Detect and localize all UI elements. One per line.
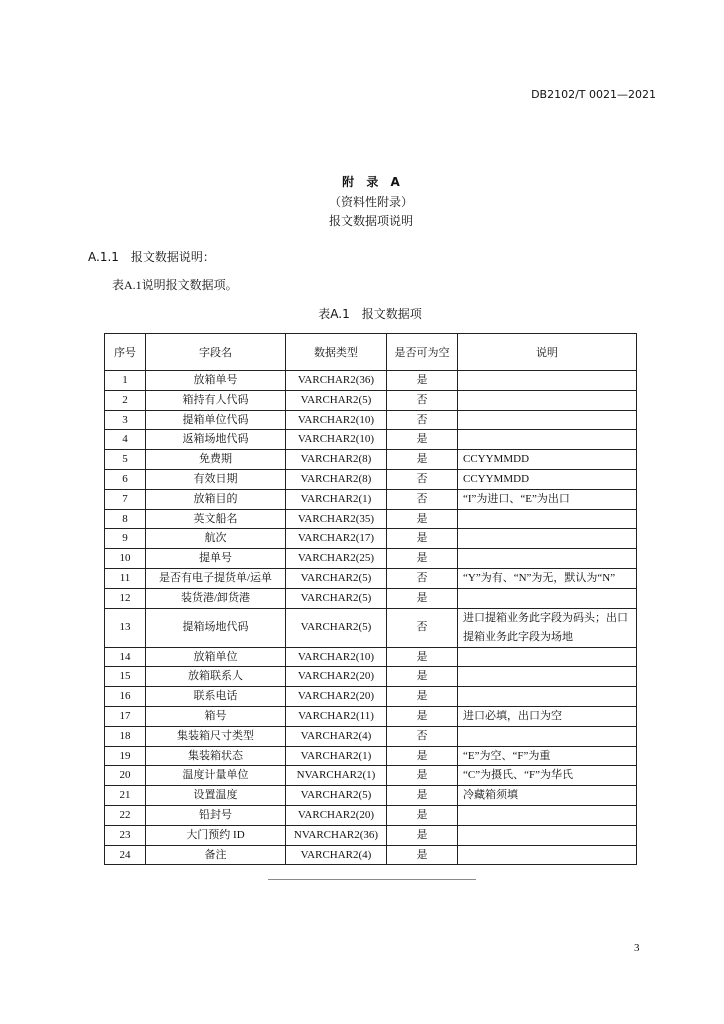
description-cell bbox=[458, 726, 637, 746]
data-type-cell: VARCHAR2(1) bbox=[286, 489, 387, 509]
nullable-cell: 是 bbox=[387, 371, 458, 391]
field-name-cell: 放箱单位 bbox=[146, 647, 286, 667]
field-name-cell: 大门预约 ID bbox=[146, 825, 286, 845]
nullable-cell: 否 bbox=[387, 390, 458, 410]
description-cell: “I”为进口、“E”为出口 bbox=[458, 489, 637, 509]
data-type-cell: NVARCHAR2(1) bbox=[286, 766, 387, 786]
field-name-cell: 装货港/卸货港 bbox=[146, 588, 286, 608]
data-type-cell: VARCHAR2(36) bbox=[286, 371, 387, 391]
row-number-cell: 9 bbox=[105, 529, 146, 549]
data-type-cell: VARCHAR2(1) bbox=[286, 746, 387, 766]
appendix-type: （资料性附录） bbox=[328, 194, 413, 209]
data-type-cell: VARCHAR2(8) bbox=[286, 469, 387, 489]
table-body bbox=[105, 371, 637, 865]
table-row bbox=[105, 549, 637, 569]
nullable-cell: 是 bbox=[387, 430, 458, 450]
data-items-table bbox=[104, 333, 637, 865]
nullable-cell: 否 bbox=[387, 608, 458, 647]
table-header-row bbox=[105, 334, 637, 371]
field-name-cell: 是否有电子提货单/运单 bbox=[146, 568, 286, 588]
description-cell bbox=[458, 509, 637, 529]
row-number-cell: 16 bbox=[105, 687, 146, 707]
description-cell: “C”为摄氏、“F”为华氏 bbox=[458, 766, 637, 786]
row-number-cell: 18 bbox=[105, 726, 146, 746]
field-name-cell: 放箱单号 bbox=[146, 371, 286, 391]
row-number-cell: 6 bbox=[105, 469, 146, 489]
table-row bbox=[105, 825, 637, 845]
data-type-cell: VARCHAR2(10) bbox=[286, 410, 387, 430]
nullable-cell: 是 bbox=[387, 667, 458, 687]
section-heading bbox=[88, 250, 215, 264]
field-name-cell: 免费期 bbox=[146, 450, 286, 470]
nullable-cell: 是 bbox=[387, 647, 458, 667]
table-row bbox=[105, 647, 637, 667]
table-row bbox=[105, 667, 637, 687]
field-name-cell: 箱持有人代码 bbox=[146, 390, 286, 410]
table-row bbox=[105, 529, 637, 549]
field-name-cell: 放箱联系人 bbox=[146, 667, 286, 687]
row-number-cell: 3 bbox=[105, 410, 146, 430]
appendix-subtitle: 报文数据项说明 bbox=[328, 214, 413, 228]
data-type-cell: VARCHAR2(20) bbox=[286, 667, 387, 687]
table-row bbox=[105, 371, 637, 391]
table-header bbox=[105, 334, 637, 371]
column-header-nullable: 是否可为空 bbox=[387, 334, 458, 371]
description-cell bbox=[458, 529, 637, 549]
nullable-cell: 是 bbox=[387, 588, 458, 608]
column-header-description: 说明 bbox=[458, 334, 637, 371]
row-number-cell: 24 bbox=[105, 845, 146, 865]
footer-rule bbox=[268, 879, 476, 880]
document-code: DB2102/T 0021—2021 bbox=[531, 88, 656, 101]
row-number-cell: 20 bbox=[105, 766, 146, 786]
row-number-cell: 13 bbox=[105, 608, 146, 647]
description-cell: “Y”为有、“N”为无，默认为“N” bbox=[458, 568, 637, 588]
table-row bbox=[105, 410, 637, 430]
data-type-cell: VARCHAR2(5) bbox=[286, 608, 387, 647]
field-name-cell: 铅封号 bbox=[146, 805, 286, 825]
description-cell bbox=[458, 647, 637, 667]
column-header-field-name: 字段名 bbox=[146, 334, 286, 371]
table-row bbox=[105, 430, 637, 450]
description-cell: CCYYMMDD bbox=[458, 469, 637, 489]
field-name-cell: 联系电话 bbox=[146, 687, 286, 707]
row-number-cell: 12 bbox=[105, 588, 146, 608]
table-row bbox=[105, 450, 637, 470]
nullable-cell: 否 bbox=[387, 410, 458, 430]
nullable-cell: 是 bbox=[387, 786, 458, 806]
field-name-cell: 航次 bbox=[146, 529, 286, 549]
data-type-cell: VARCHAR2(10) bbox=[286, 647, 387, 667]
data-type-cell: VARCHAR2(4) bbox=[286, 726, 387, 746]
description-cell: 进口提箱业务此字段为码头；出口提箱业务此字段为场地 bbox=[458, 608, 637, 647]
field-name-cell: 有效日期 bbox=[146, 469, 286, 489]
nullable-cell: 是 bbox=[387, 687, 458, 707]
field-name-cell: 集装箱状态 bbox=[146, 746, 286, 766]
data-type-cell: VARCHAR2(17) bbox=[286, 529, 387, 549]
field-name-cell: 集装箱尺寸类型 bbox=[146, 726, 286, 746]
row-number-cell: 14 bbox=[105, 647, 146, 667]
table-row bbox=[105, 489, 637, 509]
row-number-cell: 2 bbox=[105, 390, 146, 410]
field-name-cell: 放箱目的 bbox=[146, 489, 286, 509]
table-row bbox=[105, 568, 637, 588]
appendix-title-block bbox=[271, 173, 471, 232]
nullable-cell: 是 bbox=[387, 845, 458, 865]
table-row bbox=[105, 687, 637, 707]
row-number-cell: 8 bbox=[105, 509, 146, 529]
row-number-cell: 19 bbox=[105, 746, 146, 766]
field-name-cell: 温度计量单位 bbox=[146, 766, 286, 786]
data-type-cell: VARCHAR2(5) bbox=[286, 568, 387, 588]
data-type-cell: VARCHAR2(11) bbox=[286, 706, 387, 726]
table-row bbox=[105, 726, 637, 746]
description-cell bbox=[458, 845, 637, 865]
row-number-cell: 17 bbox=[105, 706, 146, 726]
row-number-cell: 23 bbox=[105, 825, 146, 845]
table-row bbox=[105, 608, 637, 647]
nullable-cell: 否 bbox=[387, 726, 458, 746]
description-cell bbox=[458, 549, 637, 569]
section-heading-text: 报文数据说明： bbox=[130, 250, 215, 264]
data-type-cell: VARCHAR2(25) bbox=[286, 549, 387, 569]
description-cell bbox=[458, 390, 637, 410]
description-cell bbox=[458, 687, 637, 707]
data-type-cell: VARCHAR2(8) bbox=[286, 450, 387, 470]
description-cell bbox=[458, 667, 637, 687]
row-number-cell: 1 bbox=[105, 371, 146, 391]
row-number-cell: 5 bbox=[105, 450, 146, 470]
nullable-cell: 否 bbox=[387, 568, 458, 588]
table-row bbox=[105, 766, 637, 786]
row-number-cell: 10 bbox=[105, 549, 146, 569]
field-name-cell: 箱号 bbox=[146, 706, 286, 726]
field-name-cell: 提箱单位代码 bbox=[146, 410, 286, 430]
description-cell: CCYYMMDD bbox=[458, 450, 637, 470]
nullable-cell: 是 bbox=[387, 766, 458, 786]
section-intro: 表A.1说明报文数据项。 bbox=[112, 278, 238, 292]
description-cell: 进口必填，出口为空 bbox=[458, 706, 637, 726]
field-name-cell: 设置温度 bbox=[146, 786, 286, 806]
description-cell bbox=[458, 410, 637, 430]
nullable-cell: 是 bbox=[387, 706, 458, 726]
field-name-cell: 备注 bbox=[146, 845, 286, 865]
field-name-cell: 提单号 bbox=[146, 549, 286, 569]
data-type-cell: VARCHAR2(5) bbox=[286, 786, 387, 806]
nullable-cell: 是 bbox=[387, 805, 458, 825]
data-type-cell: VARCHAR2(20) bbox=[286, 687, 387, 707]
description-cell bbox=[458, 825, 637, 845]
nullable-cell: 否 bbox=[387, 469, 458, 489]
table-row bbox=[105, 805, 637, 825]
table-row bbox=[105, 786, 637, 806]
column-header-data-type: 数据类型 bbox=[286, 334, 387, 371]
row-number-cell: 7 bbox=[105, 489, 146, 509]
table-caption: 表A.1 报文数据项 bbox=[318, 307, 422, 321]
nullable-cell: 否 bbox=[387, 489, 458, 509]
table-row bbox=[105, 390, 637, 410]
table-row bbox=[105, 588, 637, 608]
table-row bbox=[105, 509, 637, 529]
nullable-cell: 是 bbox=[387, 549, 458, 569]
field-name-cell: 英文船名 bbox=[146, 509, 286, 529]
table-row bbox=[105, 469, 637, 489]
nullable-cell: 是 bbox=[387, 529, 458, 549]
description-cell: “E”为空、“F”为重 bbox=[458, 746, 637, 766]
table-row bbox=[105, 845, 637, 865]
nullable-cell: 是 bbox=[387, 509, 458, 529]
description-cell bbox=[458, 371, 637, 391]
data-type-cell: VARCHAR2(10) bbox=[286, 430, 387, 450]
row-number-cell: 15 bbox=[105, 667, 146, 687]
nullable-cell: 是 bbox=[387, 746, 458, 766]
description-cell bbox=[458, 805, 637, 825]
page-number: 3 bbox=[634, 942, 640, 954]
description-cell bbox=[458, 430, 637, 450]
data-type-cell: VARCHAR2(4) bbox=[286, 845, 387, 865]
data-type-cell: NVARCHAR2(36) bbox=[286, 825, 387, 845]
row-number-cell: 4 bbox=[105, 430, 146, 450]
data-type-cell: VARCHAR2(20) bbox=[286, 805, 387, 825]
row-number-cell: 22 bbox=[105, 805, 146, 825]
row-number-cell: 11 bbox=[105, 568, 146, 588]
nullable-cell: 是 bbox=[387, 825, 458, 845]
data-type-cell: VARCHAR2(5) bbox=[286, 390, 387, 410]
data-type-cell: VARCHAR2(35) bbox=[286, 509, 387, 529]
description-cell: 冷藏箱须填 bbox=[458, 786, 637, 806]
nullable-cell: 是 bbox=[387, 450, 458, 470]
appendix-title: 附 录 A bbox=[342, 175, 400, 189]
table-row bbox=[105, 746, 637, 766]
section-number: A.1.1 bbox=[88, 250, 119, 264]
column-header-number: 序号 bbox=[105, 334, 146, 371]
field-name-cell: 返箱场地代码 bbox=[146, 430, 286, 450]
table-row bbox=[105, 706, 637, 726]
description-cell bbox=[458, 588, 637, 608]
row-number-cell: 21 bbox=[105, 786, 146, 806]
field-name-cell: 提箱场地代码 bbox=[146, 608, 286, 647]
data-type-cell: VARCHAR2(5) bbox=[286, 588, 387, 608]
